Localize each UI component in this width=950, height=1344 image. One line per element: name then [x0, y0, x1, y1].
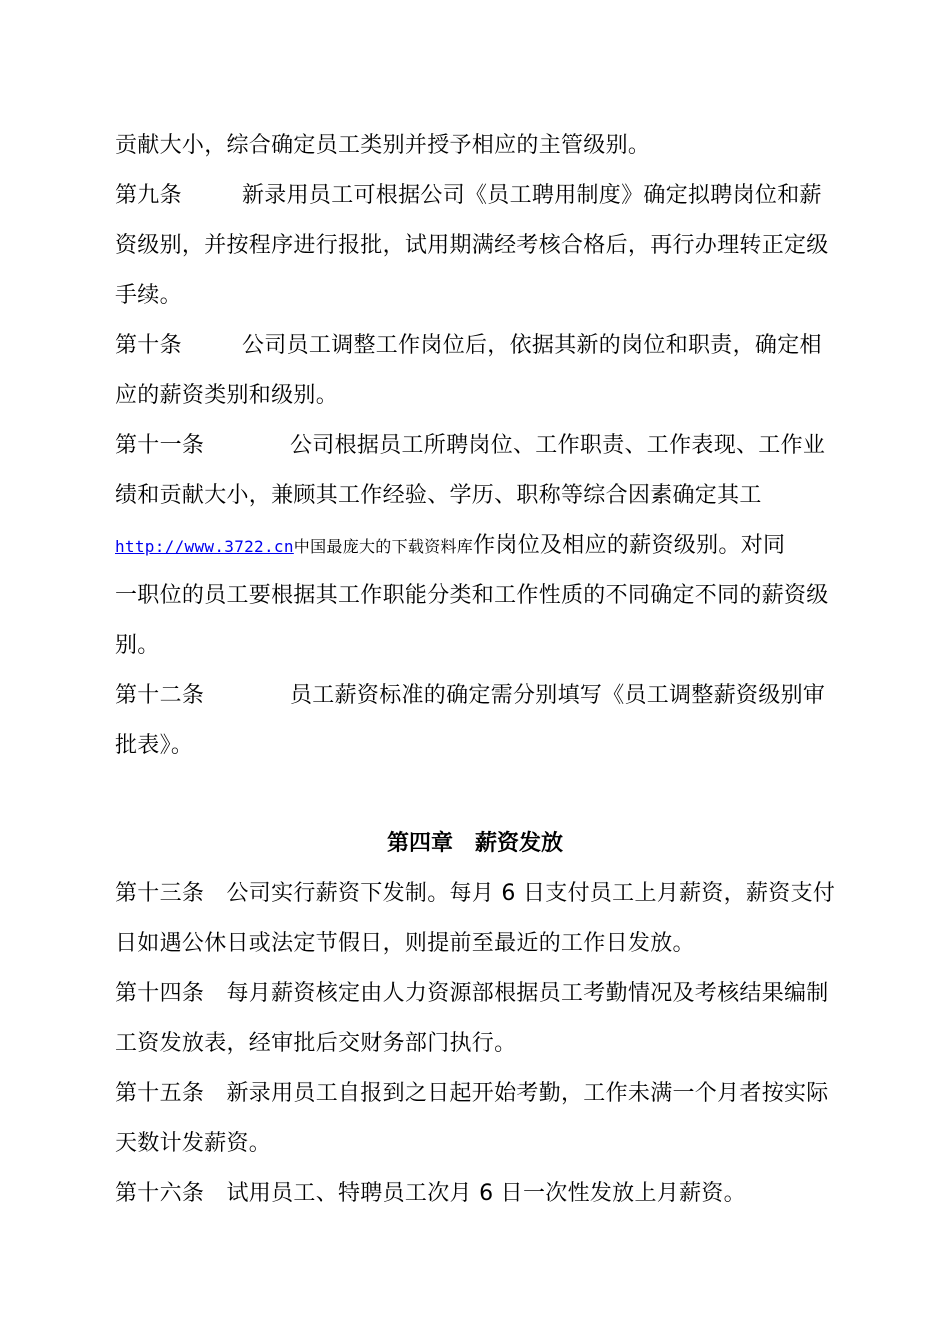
article-10-label: 第十条 [115, 333, 182, 358]
article-10-text-1: 公司员工调整工作岗位后，依据其新的岗位和职责，确定相 [242, 333, 822, 358]
article-14-line-2: 工资发放表，经审批后交财务部门执行。 [115, 1031, 517, 1056]
article-13-line-1: 第十三条 公司实行薪资下发制。每月 6 日支付员工上月薪资，薪资支付 [115, 881, 836, 906]
article-11-line-5: 别。 [115, 633, 160, 658]
download-site-link[interactable]: http://www.3722.cn [115, 537, 294, 556]
article-11-line-1 [115, 431, 835, 461]
article-11-line-2: 绩和贡献大小，兼顾其工作经验、学历、职称等综合因素确定其工 [115, 483, 762, 508]
link-note: 中国最庞大的下载资料库 [293, 537, 474, 556]
article-9-line-1 [115, 181, 835, 211]
article-11-label: 第十一条 [115, 433, 205, 458]
article-11-text-1: 公司根据员工所聘岗位、工作职责、工作表现、工作业 [290, 433, 826, 458]
chapter-heading: 第四章 薪资发放 [386, 831, 563, 856]
article-9-text-1: 新录用员工可根据公司《员工聘用制度》确定拟聘岗位和薪 [242, 183, 822, 208]
paragraph-continuation: 贡献大小，综合确定员工类别并授予相应的主管级别。 [115, 133, 651, 158]
article-11-line-3 [115, 531, 835, 562]
article-12-text-1: 员工薪资标准的确定需分别填写《员工调整薪资级别审 [290, 683, 826, 708]
article-12-line-1 [115, 681, 835, 711]
article-9-line-3: 手续。 [115, 283, 182, 308]
article-11-text-3: 作岗位及相应的薪资级别。对同 [473, 533, 786, 558]
article-15-line-2: 天数计发薪资。 [115, 1131, 272, 1156]
article-11-line-4: 一职位的员工要根据其工作职能分类和工作性质的不同确定不同的薪资级 [115, 583, 829, 608]
article-16-line-1: 第十六条 试用员工、特聘员工次月 6 日一次性发放上月薪资。 [115, 1181, 746, 1206]
article-9-label: 第九条 [115, 183, 182, 208]
article-13-line-2: 日如遇公休日或法定节假日，则提前至最近的工作日发放。 [115, 931, 695, 956]
article-14-line-1: 第十四条 每月薪资核定由人力资源部根据员工考勤情况及考核结果编制 [115, 981, 829, 1006]
article-12-line-2: 批表》。 [115, 733, 194, 758]
article-12-label: 第十二条 [115, 683, 205, 708]
article-10-line-2: 应的薪资类别和级别。 [115, 383, 339, 408]
article-15-line-1: 第十五条 新录用员工自报到之日起开始考勤，工作未满一个月者按实际 [115, 1081, 829, 1106]
article-9-line-2: 资级别，并按程序进行报批，试用期满经考核合格后，再行办理转正定级 [115, 233, 829, 258]
article-10-line-1 [115, 331, 835, 361]
